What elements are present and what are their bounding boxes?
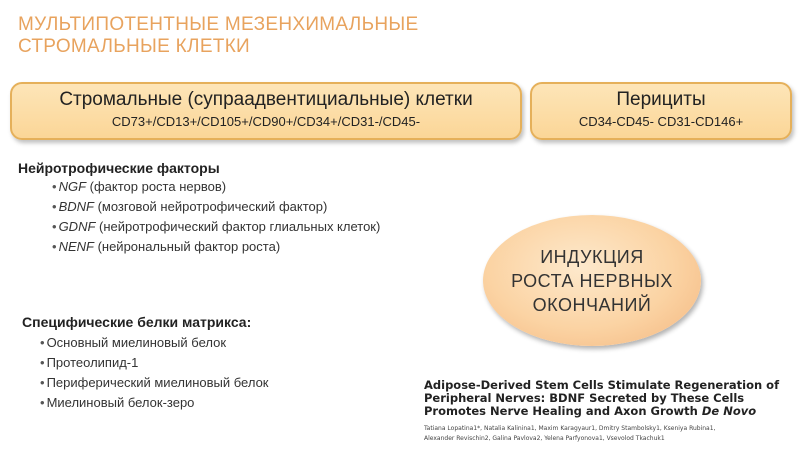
protein-name: Основный миелиновый белок xyxy=(46,335,227,350)
stromal-cells-markers: CD73+/CD13+/CD105+/CD90+/CD34+/CD31-/CD45- xyxy=(111,114,421,129)
pericytes-markers: CD34-CD45- CD31-CD146+ xyxy=(578,114,744,129)
reference-title-line2: Peripheral Nerves: BDNF Secreted by These Cells xyxy=(424,391,745,405)
list-item: • GDNF (нейротрофический фактор глиальных клеток) xyxy=(52,219,381,234)
protein-name: Протеолипид-1 xyxy=(46,355,139,370)
factor-description: (мозговой нейротрофический фактор) xyxy=(93,199,328,214)
protein-name: Периферический миелиновый белок xyxy=(46,375,269,390)
reference-authors-line1: Tatiana Lopatina1*, Natalia Kalinina1, Maxim Karagyaur1, Dmitry Stambolsky1, Kseniya Rubina1, xyxy=(424,425,716,432)
factor-abbr: GDNF xyxy=(58,219,96,234)
neurotrophic-factors-list xyxy=(52,177,380,257)
stromal-cells-box xyxy=(10,82,522,140)
factor-description: (нейрональный фактор роста) xyxy=(93,239,281,254)
list-item: • Основный миелиновый белок xyxy=(40,335,227,350)
factor-description: (нейротрофический фактор глиальных клеток) xyxy=(95,219,381,234)
factor-description: (фактор роста нервов) xyxy=(86,179,227,194)
list-item: • NENF (нейрональный фактор роста) xyxy=(52,239,281,254)
reference-citation xyxy=(424,379,794,444)
protein-name: Миелиновый белок-зеро xyxy=(46,395,195,410)
pericytes-heading: Перициты xyxy=(616,89,706,110)
list-item: • Периферический миелиновый белок xyxy=(40,375,269,390)
list-item: • Протеолипид-1 xyxy=(40,355,139,370)
slide-title xyxy=(18,14,418,58)
factor-abbr: BDNF xyxy=(58,199,94,214)
matrix-proteins-heading: Специфические белки матрикса: xyxy=(22,314,252,330)
factor-abbr: NENF xyxy=(58,239,94,254)
stromal-cells-heading: Стромальные (супраадвентициальные) клетки xyxy=(59,89,473,110)
reference-title-italic: De Novo xyxy=(701,404,757,418)
slide-title-line2: СТРОМАЛЬНЫЕ КЛЕТКИ xyxy=(18,36,251,57)
matrix-proteins-list xyxy=(40,333,269,413)
list-item: • BDNF (мозговой нейротрофический фактор) xyxy=(52,199,328,214)
neurotrophic-factors-heading: Нейротрофические факторы xyxy=(18,160,220,176)
induction-line2: РОСТА НЕРВНЫХ xyxy=(511,270,673,291)
reference-authors xyxy=(424,424,794,444)
induction-line1: ИНДУКЦИЯ xyxy=(540,246,644,267)
reference-title xyxy=(424,379,794,418)
induction-circle xyxy=(483,215,701,346)
reference-authors-line2: Alexander Revischin2, Galina Pavlova2, Yelena Parfyonova1, Vsevolod Tkachuk1 xyxy=(424,435,665,442)
list-item: • NGF (фактор роста нервов) xyxy=(52,179,227,194)
factor-abbr: NGF xyxy=(58,179,87,194)
list-item: • Миелиновый белок-зеро xyxy=(40,395,195,410)
reference-title-line3: Promotes Nerve Healing and Axon Growth xyxy=(424,404,702,418)
slide-title-line1: МУЛЬТИПОТЕНТНЫЕ МЕЗЕНХИМАЛЬНЫЕ xyxy=(18,14,419,35)
induction-line3: ОКОНЧАНИЙ xyxy=(532,294,652,315)
pericytes-box xyxy=(530,82,792,140)
reference-title-line1: Adipose-Derived Stem Cells Stimulate Regeneration of xyxy=(424,378,780,392)
